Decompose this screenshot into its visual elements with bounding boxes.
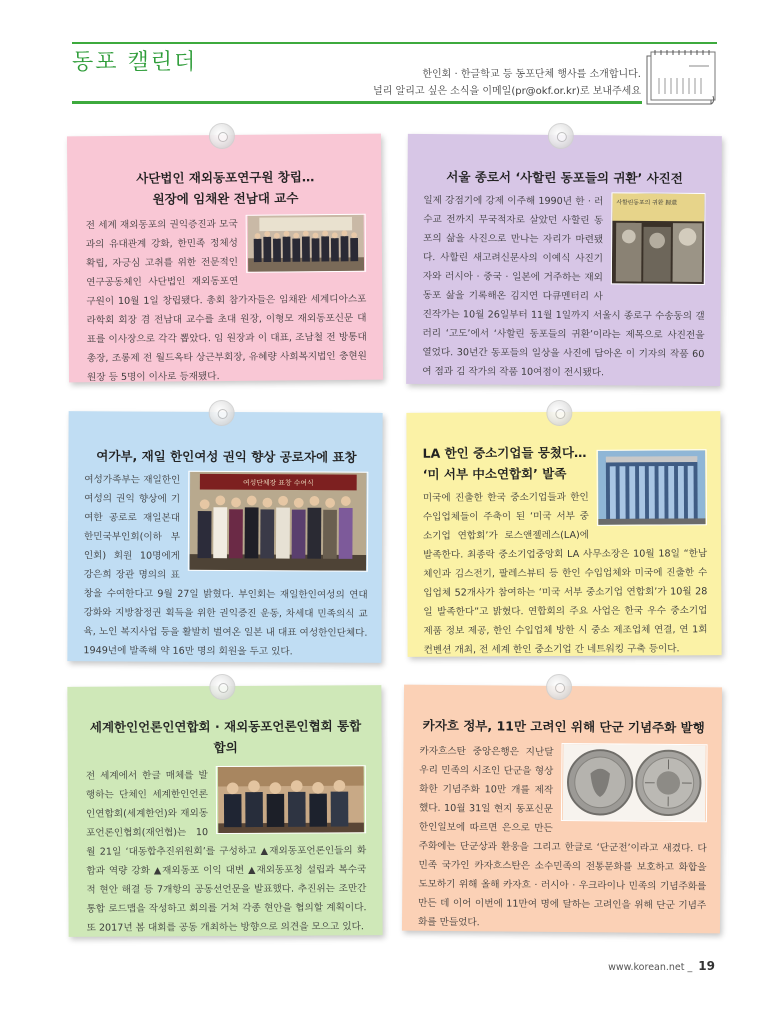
card-body: 여성단체장 표창 수여식 여성가족부는 재일한인여성의 권익 향상에 기여한 공로로 재일본대한민국부인회(이하 부인회) 회원 10명에게 강은희 장관 명의의 표창을 수여한다고 9월 27일 밝혔다. 부인회는 재일한인여성의 연대 강화와 지방참정권 획득을 위한 권익증진 운동, 차세대 민족의식 교육, 노인 복지사업 등을 활발히 벌여온 일본 내 대표 여성한인단체다. 1949년에 발족해 약 16만 명의 회원을 두고 있다.	[83, 470, 368, 661]
card-title: 세계한인언론인연합회 · 재외동포언론인협회 통합 합의	[89, 718, 362, 756]
card-body: LA 한인 중소기업들 뭉쳤다… ‘미 서부 中소연합회’ 발족 미국에 진출한 한국 중소기업들과 한인 수입업체들이 주축이 된 ‘미국 서부 중소기업 연합회’가 로스앤젤레스(LA)에 발족한다. 최종락 중소기업중앙회 LA 사무소장은 10월 18일 “한남체인과 김스전기, 팔레스뷰티 등 한인 수입업체와 미국에 진출한 수입업체 52개사가 참여하는 ‘미국 서부 중소기업 연합회’가 10월 28일 발족한다”고 밝혔다. 연합회의 주요 사업은 한국 우수 중소기업 제품 정보 제공, 한인 수입업체 방한 시 중소 제조업체 연결, 연 1회 컨벤션 개최, 전 세계 한인 중소기업 간 네트워킹 구축 등이다.	[423, 441, 708, 659]
header-top-rule	[72, 42, 717, 44]
description-line-2: 널리 알리고 싶은 소식을 이메일(pr@okf.or.kr)로 보내주세요	[373, 86, 641, 97]
section-title: 동포 캘린더	[72, 50, 198, 75]
news-card-research-institute	[67, 134, 383, 383]
card-title: 여가부, 재일 한인여성 권익 향상 공로자에 표창	[96, 448, 357, 465]
pushpin-icon	[546, 400, 572, 426]
card-title: 서울 종로서 ‘사할린 동포들의 귀환’ 사진전	[446, 169, 683, 186]
section-description	[373, 66, 641, 100]
exhibition-poster	[611, 192, 706, 285]
page-number: 19	[698, 959, 715, 973]
card-body: 사할린동포의 귀환 歸還 일제 강점기에 강제 이주해 1990년 한 · 러 수교 전까지 무국적자로 살았던 사할린 동포의 삶을 사진으로 만나는 자리가 마련됐다. 사할린 새고려신문사의 이예식 사진기자와 러시아 · 중국 · 일본에 거주하는 재외동포 삶을 기록해온 김지연 다큐멘터리 사진작가는 10월 26일부터 11월 1일까지 서울시 종로구 수송동의 갤러리 ‘고도’에서 ‘사할린 동포들의 귀환’이라는 제목으로 사진전을 열었다. 30년간 동포들의 일상을 사진에 담아온 이 기자의 작품 60여 점과 김 작가의 작품 10여점이 전시됐다.	[422, 191, 705, 383]
card-title: 카자흐 정부, 11만 고려인 위해 단군 기념주화 발행	[422, 717, 705, 736]
news-card-journalist-merger	[67, 685, 382, 937]
news-card-sakhalin-exhibition	[406, 134, 722, 386]
commemorative-coin-photo	[561, 743, 708, 822]
group-photo	[246, 214, 367, 273]
card-body: 전 세계 재외동포의 권익증진과 모국과의 유대관계 강화, 한민족 정체성 확립, 자긍심 고취를 위한 전문적인 연구공동체인 사단법인 재외동포연구원이 10월 1일 창립됐다. 총회 참가자들은 임채완 세계디아스포라학회 회장 겸 전남대 교수를 초대 원장, 이형모 재외동포신문 대표를 이사장으로 각각 뽑았다. 임 원장과 이 대표, 조남철 전 방통대 총장, 조롱제 전 월드옥타 상근부회장, 유혜량 사회복지법인 충현원 원장 등 5명이 이사로 등재됐다.	[86, 214, 367, 387]
card-body: 전 세계에서 한글 매체를 발행하는 단체인 세계한인언론인연합회(세계한언)와 재외동포언론인협회(재언협)는 10월 21일 ‘대동합추진위원회’를 구성하고 ▲재외동포언론인들의 화합과 역량 강화 ▲재외동포 이익 대변 ▲재외동포청 설립과 복수국적 현안 해결 등 7개항의 공동선언문을 발표했다. 추진위는 조만간 통합 로드맵을 작성하고 회의를 거쳐 각종 현안을 협의할 계획이다. 또 2017년 봄 대회를 공동 개최하는 방향으로 의견을 모으고 있다.	[86, 765, 367, 937]
calendar-icon	[641, 48, 717, 110]
building-photo	[597, 449, 707, 526]
footer-website: www.korean.net _	[608, 962, 693, 973]
meeting-photo	[216, 765, 366, 834]
pushpin-icon	[546, 674, 572, 700]
news-card-korean-women-award	[67, 411, 382, 663]
description-line-1: 한인회 · 한글학교 등 동포단체 행사를 소개합니다.	[422, 69, 641, 80]
card-body: 카자흐스탄 중앙은행은 지난달 우리 민족의 시조인 단군을 형상화한 기념주화 10만 개를 제작했다. 10월 31일 현지 동포신문 한인일보에 따르면 은으로 만든 주화에는 단군상과 환웅을 그리고 한글로 ‘단군전’이라고 새겼다. 다민족 국가인 카자흐스탄은 소수민족의 전통문화를 보호하고 화합을 도모하기 위해 올해 카자흐 · 러시아 · 우크라이나 민족의 기념주화를 만든 데 이어 이번에 11만여 명에 달하는 고려인을 위해 단군 기념주화를 만들었다.	[418, 742, 708, 935]
header-bottom-rule	[72, 101, 642, 104]
award-ceremony-photo	[188, 471, 369, 572]
pushpin-icon	[209, 400, 235, 426]
poster-caption: 사할린동포의 귀환 歸還	[616, 200, 678, 207]
news-card-dangun-coin	[402, 685, 722, 934]
card-title: 사단법인 재외동포연구원 창립… 원장에 임채완 전남대 교수	[136, 169, 315, 207]
card-title: LA 한인 중소기업들 뭉쳤다… ‘미 서부 中소연합회’ 발족	[422, 444, 587, 482]
pushpin-icon	[548, 123, 574, 149]
pushpin-icon	[209, 674, 235, 700]
news-card-la-sme-federation	[406, 411, 721, 657]
page-footer	[608, 959, 715, 973]
banner-text: 여성단체장 표창 수여식	[242, 478, 314, 488]
pushpin-icon	[209, 123, 235, 149]
